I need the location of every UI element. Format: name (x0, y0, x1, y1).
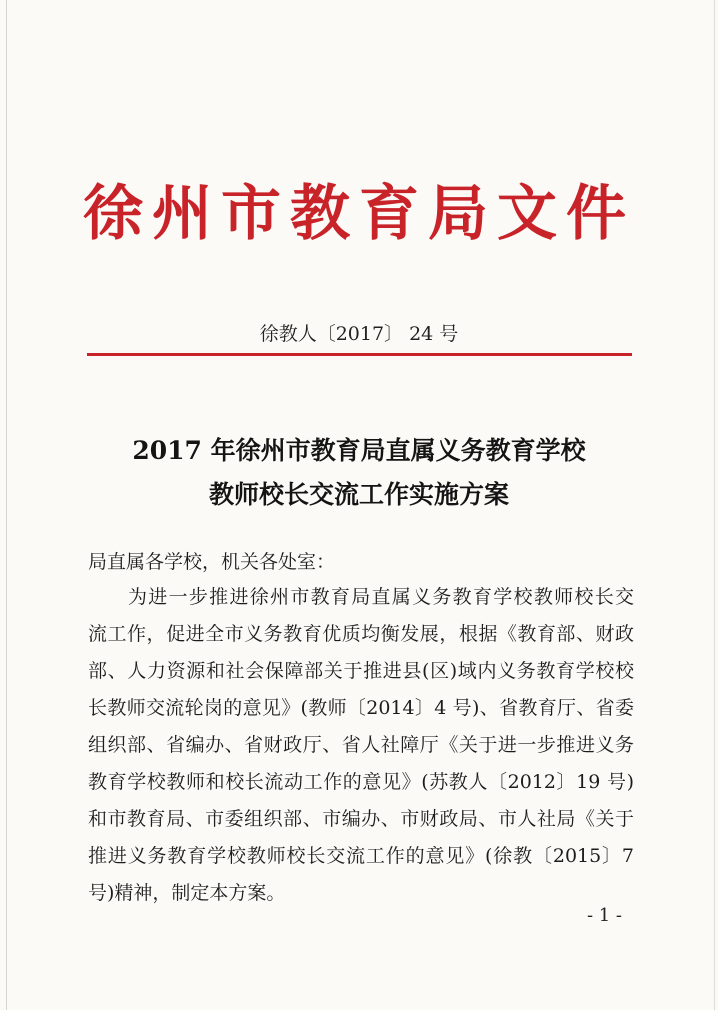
body-line: 流工作，促进全市义务教育优质均衡发展，根据《教育部、财政 (88, 623, 634, 645)
page-number: - 1 - (586, 905, 622, 926)
issuer-title: 徐州市教育局文件 (83, 179, 635, 249)
body-line: 部、人力资源和社会保障部关于推进县(区)域内义务教育学校校 (88, 660, 634, 682)
document-number: 徐教人〔2017〕 24 号 (259, 323, 459, 345)
body-paragraph (88, 579, 634, 912)
body-line: 长教师交流轮岗的意见》(教师〔2014〕4 号)、省教育厅、省委 (88, 697, 634, 719)
body-line: 和市教育局、市委组织部、市编办、市财政局、市人社局《关于 (88, 808, 634, 830)
document-title-line-1: 2017 年徐州市教育局直属义务教育学校 (132, 436, 586, 465)
body-line: 教育学校教师和校长流动工作的意见》(苏教人〔2012〕19 号) (88, 771, 634, 793)
red-divider-line (87, 353, 632, 356)
salutation: 局直属各学校，机关各处室： (88, 551, 336, 573)
body-line: 号)精神，制定本方案。 (88, 882, 286, 904)
document-title-line-2: 教师校长交流工作实施方案 (208, 480, 509, 509)
body-line: 推进义务教育学校教师校长交流工作的意见》(徐教〔2015〕7 (88, 845, 634, 867)
body-line: 为进一步推进徐州市教育局直属义务教育学校教师校长交 (128, 586, 634, 608)
body-line: 组织部、省编办、省财政厅、省人社障厅《关于进一步推进义务 (88, 734, 634, 756)
